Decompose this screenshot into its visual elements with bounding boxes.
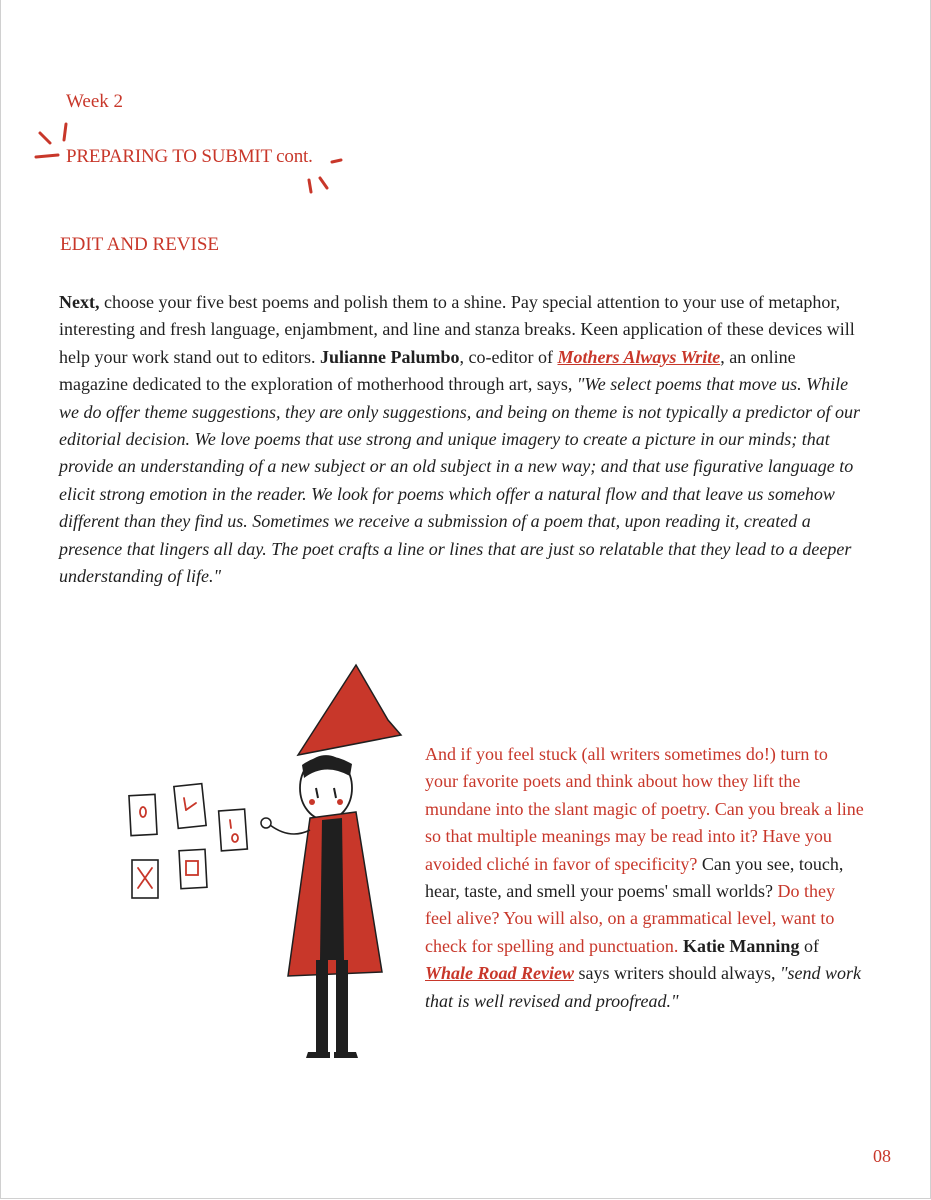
paragraph-text: , an online magazine dedicated to the exploration of motherhood through art, says,: [59, 346, 796, 395]
spark-marks-icon: [0, 0, 360, 200]
page-number: 08: [873, 1146, 891, 1166]
paragraph-text: choose your five best poems and polish them to a shine. Pay special attention to your use of metaphor, interesting and fresh language, enjambment, and line and stanza breaks. Keen application of these devices will help your work stand out to editors.: [59, 292, 855, 367]
side-paragraph: [425, 741, 865, 1015]
paragraph-text: , co-editor of: [459, 346, 558, 367]
side-text: says writers should always,: [574, 963, 780, 984]
editor-quote: "We select poems that move us. While we do offer theme suggestions, they are only suggestions, and being on theme is not typically a predictor of our editorial decision. We love poems that use strong and unique imagery to create a picture in our minds; that provide an understanding of a new subject or an old subject in a new way; and that use figurative language to elicit strong emotion in the reader. We look for poems which offer a natural flow and that leave us somehow different than they find us. Sometimes we receive a submission of a poem that, upon reading it, created a presence that lingers all day. The poet crafts a line or lines that are just so relatable that they lead to a deeper understanding of life.": [59, 374, 861, 587]
wizard-illustration: [120, 660, 420, 1070]
side-text-red: And if you feel stuck (all writers sometimes do!) turn to your favorite poets and think about how they lift the mundane into the slant magic of poetry. Can you break a line so that multiple meanings may be read into it? Have you avoided cliché in favor of specificity?: [425, 744, 864, 874]
lead-word: Next,: [59, 292, 100, 312]
side-text: of: [799, 935, 819, 956]
main-paragraph: [59, 289, 869, 590]
editor-name: Katie Manning: [682, 935, 800, 956]
editor-quote: "send work that is well revised and proofread.": [425, 963, 862, 1011]
side-text: Can you see, touch, hear, taste, and smell your poems' small worlds?: [425, 853, 844, 902]
week-label: Week 2: [66, 91, 124, 112]
section-title: PREPARING TO SUBMIT cont.: [66, 146, 313, 167]
mothers-always-write-link[interactable]: Mothers Always Write: [557, 346, 721, 367]
whale-road-review-link[interactable]: Whale Road Review: [425, 963, 574, 984]
subsection-heading: EDIT AND REVISE: [60, 234, 220, 255]
editor-name: Julianne Palumbo: [319, 346, 460, 367]
side-text-red: Do they feel alive? You will also, on a grammatical level, want to check for spelling and punctuation.: [425, 881, 835, 956]
